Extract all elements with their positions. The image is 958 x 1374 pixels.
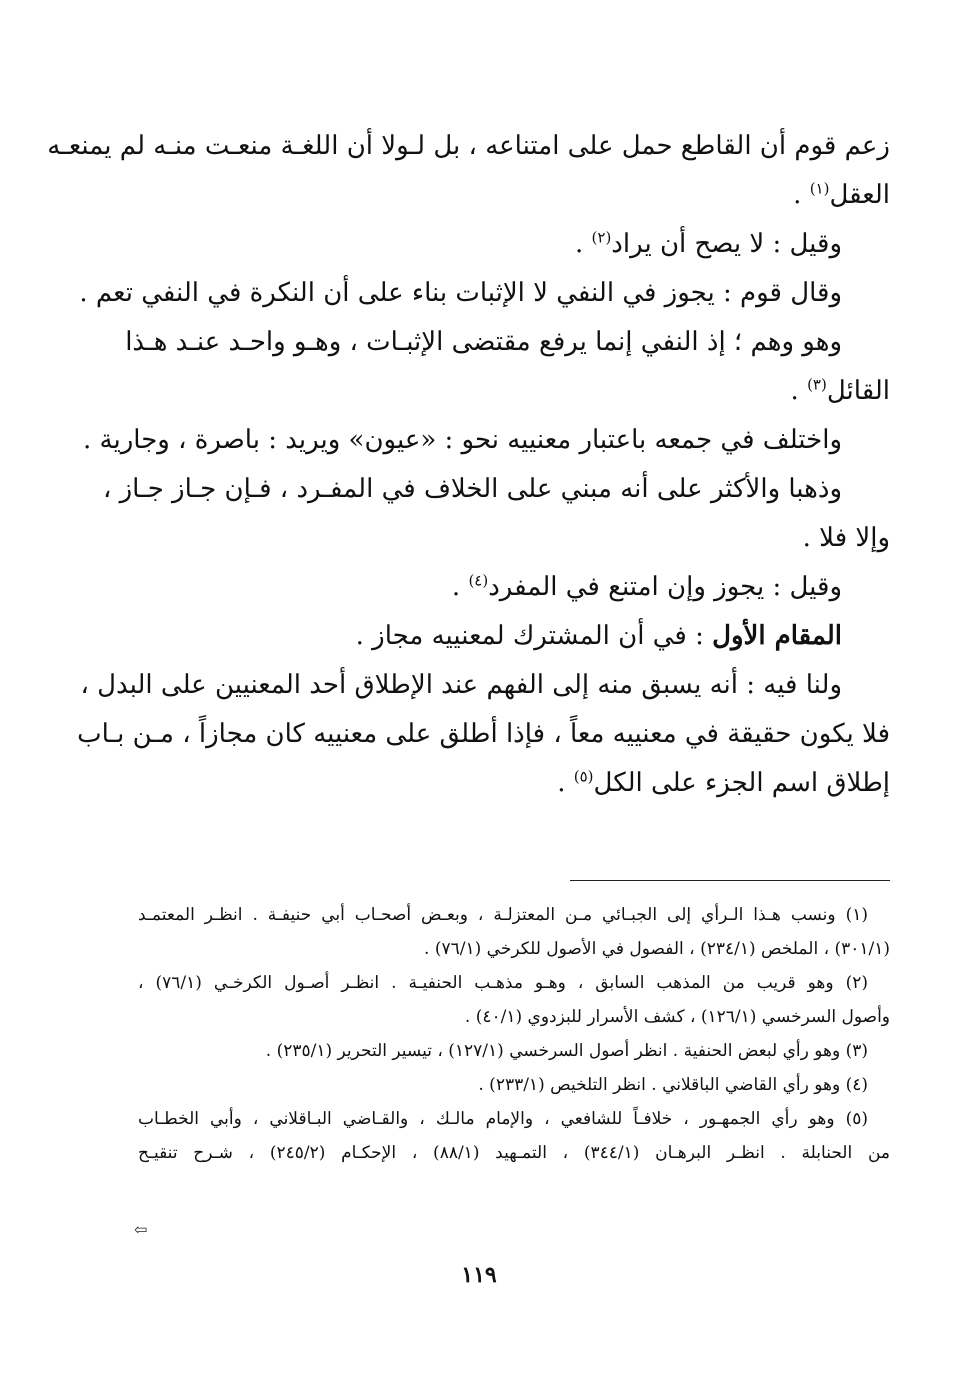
footnote-ref-5[interactable]: (٥) [573,767,594,786]
body-line-2: العقل$^{(١)}$ . [793,179,890,210]
body-line-6: القائل$^{(٣)}$ . [790,375,890,406]
footnote-separator [570,880,890,881]
footnote-ref-4[interactable]: (٤) [468,571,489,590]
body-line-14: إطلاق اسم الجزء على الكل$^{(٥)}$ . [557,767,890,798]
body-line-9: وإلا فلا . [802,523,890,553]
footnote-line: من الحنابلة . انظـر البرهـان (٣٤٤/١) ، التمـهيد (٨٨/١) ، الإحكـام (٢٤٥/٢) ، شـرح تنقيـح [138,1143,890,1163]
body-line-12: ولنا فيه : أنه يسبق منه إلى الفهم عند الإطلاق أحد المعنيين على البدل ، [80,670,842,700]
main-text [47,122,890,808]
body-line-4: وقال قوم : يجوز في النفي لا الإثبات بناء على أن النكرة في النفي تعم . [79,278,842,308]
footnote-line: (١) ونسب هـذا الـرأي إلى الجبـائي مـن المعتزلـة ، وبعـض أصحـاب أبي حنيفـة . انظـر المعتمـد [138,905,868,925]
footnote-line: وأصول السرخسي (١٢٦/١) ، كشف الأسرار للبزدوي (٤٠/١) . [464,1007,890,1027]
footnote-ref-1[interactable]: (١) [809,179,830,198]
footnotes [138,898,890,1170]
footnote-line: (٣٠١/١) ، الملخص (٢٣٤/١) ، الفصول في الأصول للكرخي (٧٦/١) . [424,939,890,959]
arrow-left-icon: ⇦ [134,1220,148,1239]
section-heading: المقام الأول [712,621,842,651]
footnote-ref-2[interactable]: (٢) [591,228,612,247]
body-line-7: واختلف في جمعه باعتبار معنييه نحو : «عيون» ويريد : باصرة ، وجارية . [83,425,842,455]
body-line-13: فلا يكون حقيقة في معنييه معاً ، فإذا أطلق على معنييه كان مجازاً ، مـن بـاب [77,719,890,749]
body-line-10: وقيل : يجوز وإن امتنع في المفرد$^{(٤)}$ . [451,571,842,602]
page-number: ١١٩ [461,1262,497,1288]
body-line-3: وقيل : لا يصح أن يراد$^{(٢)}$ . [574,228,842,259]
footnote-line: (٥) وهو رأي الجمهـور ، خلافـاً للشافعي ، والإمام مالـك ، والقـاضي البـاقلاني ، وأبي الخطـاب [138,1109,868,1129]
footnote-line: (٤) وهو رأي القاضي الباقلاني . انظر التلخيص (٢٣٣/١) . [478,1075,868,1095]
section-heading-line: المقام الأول : في أن المشترك لمعنييه مجاز . [355,621,842,651]
footnote-line: (٢) وهو قريب من المذهب السابق ، وهـو مذهـب الحنفيـة . انظـر أصـول الكرخـي (٧٦/١) ، [138,973,868,993]
footnote-ref-3[interactable]: (٣) [807,375,827,394]
body-line-8: وذهبا والأكثر على أنه مبني على الخلاف في المفـرد ، فـإن جـاز جـاز ، [102,474,842,504]
body-line-1: زعم قوم أن القاطع حمل على امتناعه ، بل لـولا أن اللغـة منعـت منـه لم يمنعـه [47,131,890,161]
footnote-line: (٣) وهو رأي لبعض الحنفية . انظر أصول السرخسي (١٢٧/١) ، تيسير التحرير (٢٣٥/١) . [265,1041,868,1061]
body-line-5: وهو وهم ؛ إذ النفي إنما يرفع مقتضى الإثبـات ، وهـو واحـد عنـد هـذا [125,327,842,357]
